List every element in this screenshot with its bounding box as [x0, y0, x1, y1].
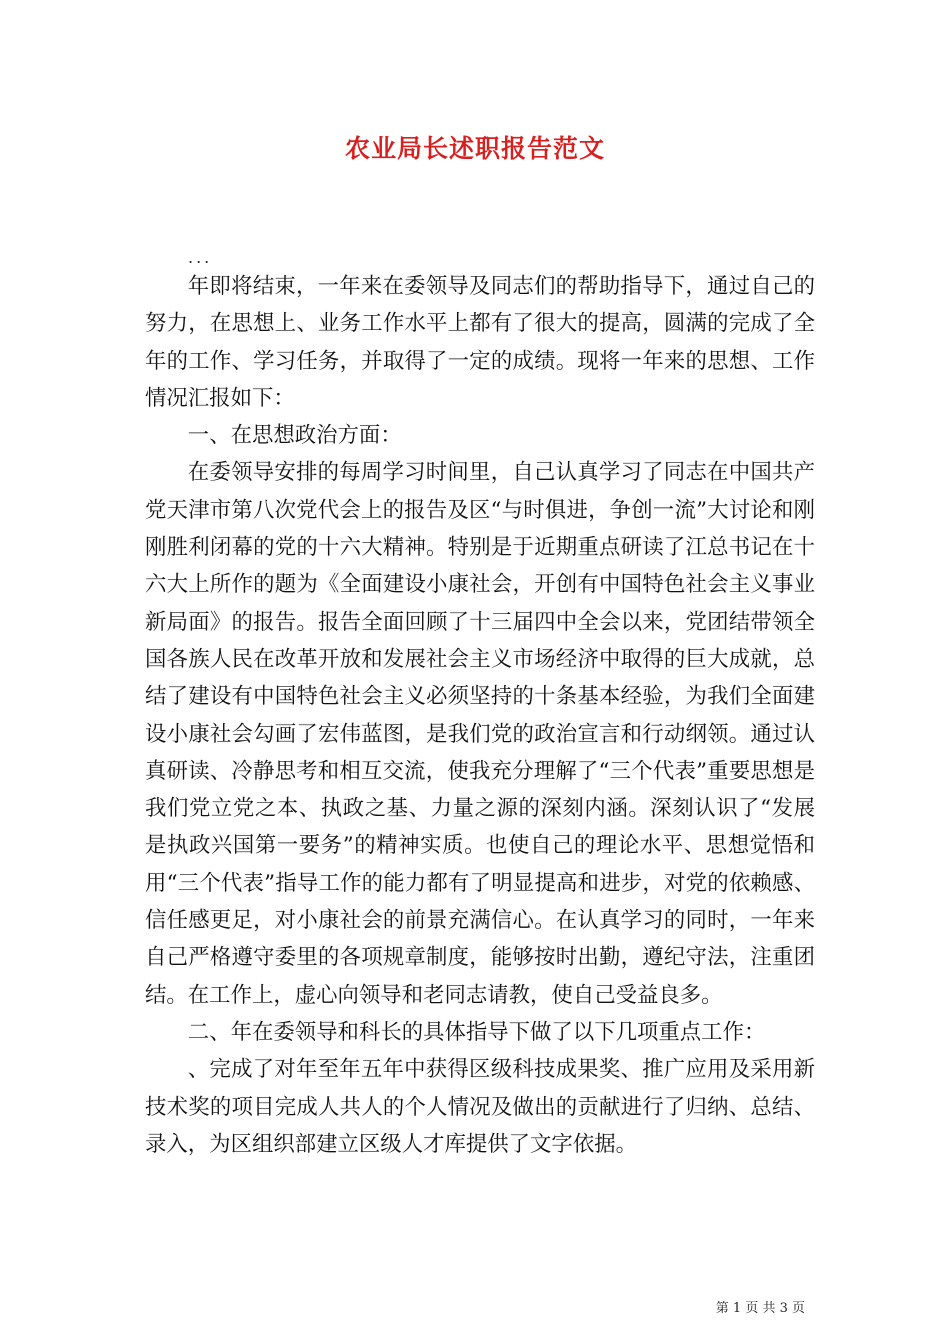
paragraph-work-item: 、完成了对年至年五年中获得区级科技成果奖、推广应用及采用新技术奖的项目完成人共人的个人情况及做出的贡献进行了归纳、总结、录入，为区组织部建立区级人才库提供了文字依据。 [145, 1057, 815, 1157]
section-heading-work: 二、年在委领导和科长的具体指导下做了以下几项重点工作： [187, 1019, 766, 1045]
page-number: 第 1 页 共 3 页 [715, 1301, 805, 1316]
section-heading-political: 一、在思想政治方面： [187, 423, 402, 449]
paragraph-intro: 年即将结束，一年来在委领导及同志们的帮助指导下，通过自己的努力，在思想上、业务工作水平上都有了很大的提高，圆满的完成了全年的工作、学习任务，并取得了一定的成绩。现将一年来的思想、工作情况汇报如下： [145, 274, 815, 411]
paragraph-study: 在委领导安排的每周学习时间里，自己认真学习了同志在中国共产党天津市第八次党代会上的报告及区“与时俱进，争创一流”大讨论和刚刚胜利闭幕的党的十六大精神。特别是于近期重点研读了江总书记在十六大上所作的题为《全面建设小康社会，开创有中国特色社会主义事业新局面》的报告。报告全面回顾了十三届四中全会以来，党团结带领全国各族人民在改革开放和发展社会主义市场经济中取得的巨大成就，总结了建设有中国特色社会主义必须坚持的十条基本经验，为我们全面建设小康社会勾画了宏伟蓝图，是我们党的政治宣言和行动纲领。通过认真研读、冷静思考和相互交流，使我充分理解了“三个代表”重要思想是我们党立党之本、执政之基、力量之源的深刻内涵。深刻认识了“发展是执政兴国第一要务”的精神实质。也使自己的理论水平、思想觉悟和用“三个代表”指导工作的能力都有了明显提高和进步，对党的依赖感、信任感更足，对小康社会的前景充满信心。在认真学习的同时，一年来自己严格遵守委里的各项规章制度，能够按时出勤，遵纪守法，注重团结。在工作上，虚心向领导和老同志请教，使自己受益良多。 [145, 460, 815, 1008]
document-body [145, 268, 815, 1163]
ellipsis-marker: ... [188, 248, 213, 267]
document-title: 农业局长述职报告范文 [344, 134, 605, 163]
